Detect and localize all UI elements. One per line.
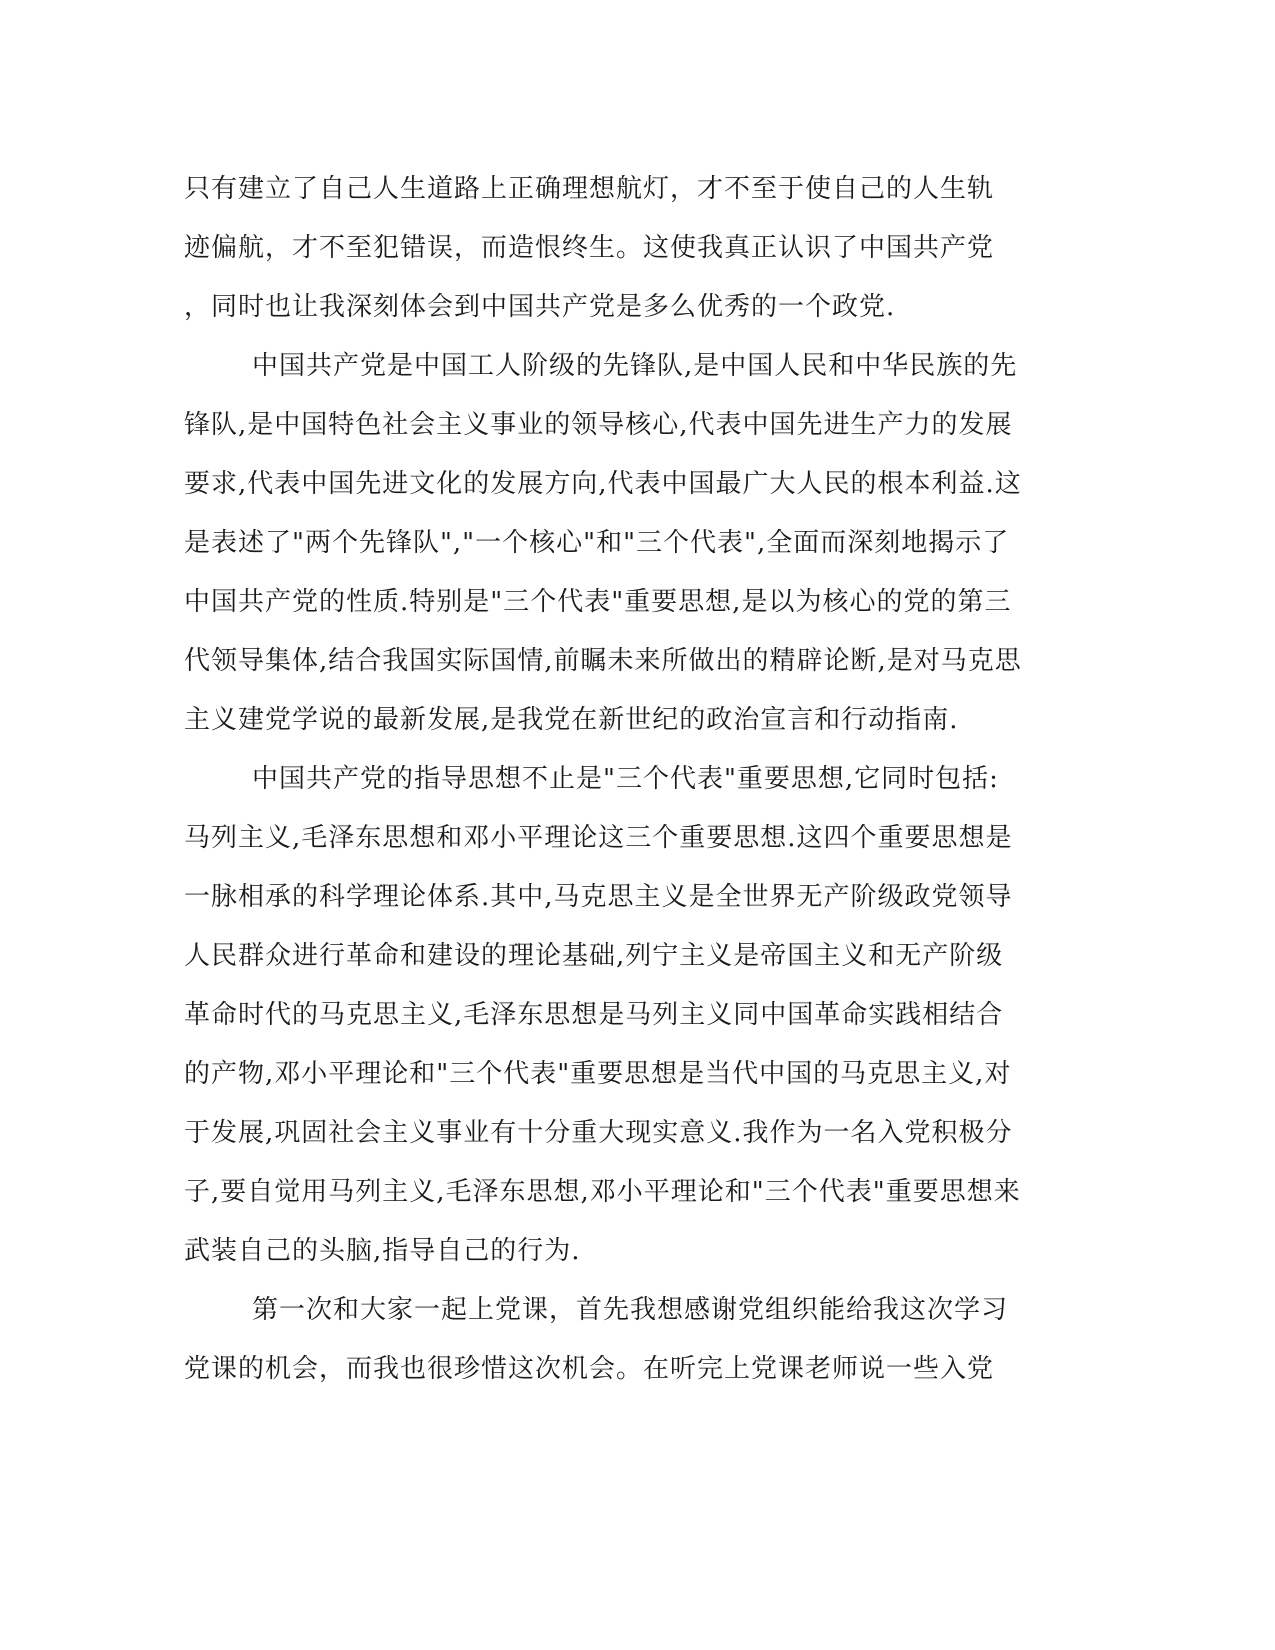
text-line: 是表述了"两个先锋队","一个核心"和"三个代表",全面而深刻地揭示了 [184,528,1010,558]
text-line: 中国共产党的性质.特别是"三个代表"重要思想,是以为核心的党的第三 [184,587,1012,617]
text-line: 中国共产党是中国工人阶级的先锋队,是中国人民和中华民族的先 [252,351,1018,381]
paragraph-3 [184,750,1044,1281]
text-line: 锋队,是中国特色社会主义事业的领导核心,代表中国先进生产力的发展 [184,410,1013,440]
document-body [184,160,1044,1399]
text-line: 第一次和大家一起上党课，首先我想感谢党组织能给我这次学习 [252,1295,1009,1325]
paragraph-2 [184,337,1044,750]
text-line: 主义建党学说的最新发展,是我党在新世纪的政治宣言和行动指南. [184,705,959,735]
text-line: 中国共产党的指导思想不止是"三个代表"重要思想,它同时包括: [252,764,999,794]
text-line: 要求,代表中国先进文化的发展方向,代表中国最广大人民的根本利益.这 [184,469,1022,499]
paragraph-4 [184,1281,1044,1399]
text-line: 代领导集体,结合我国实际国情,前瞩未来所做出的精辟论断,是对马克思 [184,646,1022,676]
text-line: 于发展,巩固社会主义事业有十分重大现实意义.我作为一名入党积极分 [184,1118,1013,1148]
text-line: 迹偏航，才不至犯错误，而造恨终生。这使我真正认识了中国共产党 [184,233,995,263]
text-line: 人民群众进行革命和建设的理论基础,列宁主义是帝国主义和无产阶级 [184,941,1004,971]
text-line: 武装自己的头脑,指导自己的行为. [184,1236,581,1266]
text-line: 子,要自觉用马列主义,毛泽东思想,邓小平理论和"三个代表"重要思想来 [184,1177,1021,1207]
text-line: 革命时代的马克思主义,毛泽东思想是马列主义同中国革命实践相结合 [184,1000,1004,1030]
text-line: 党课的机会，而我也很珍惜这次机会。在听完上党课老师说一些入党 [184,1354,995,1384]
text-line: 只有建立了自己人生道路上正确理想航灯，才不至于使自己的人生轨 [184,174,995,204]
text-line: 马列主义,毛泽东思想和邓小平理论这三个重要思想.这四个重要思想是 [184,823,1013,853]
text-line: ，同时也让我深刻体会到中国共产党是多么优秀的一个政党. [184,292,896,322]
text-line: 的产物,邓小平理论和"三个代表"重要思想是当代中国的马克思主义,对 [184,1059,1012,1089]
paragraph-1 [184,160,1044,337]
text-line: 一脉相承的科学理论体系.其中,马克思主义是全世界无产阶级政党领导 [184,882,1013,912]
